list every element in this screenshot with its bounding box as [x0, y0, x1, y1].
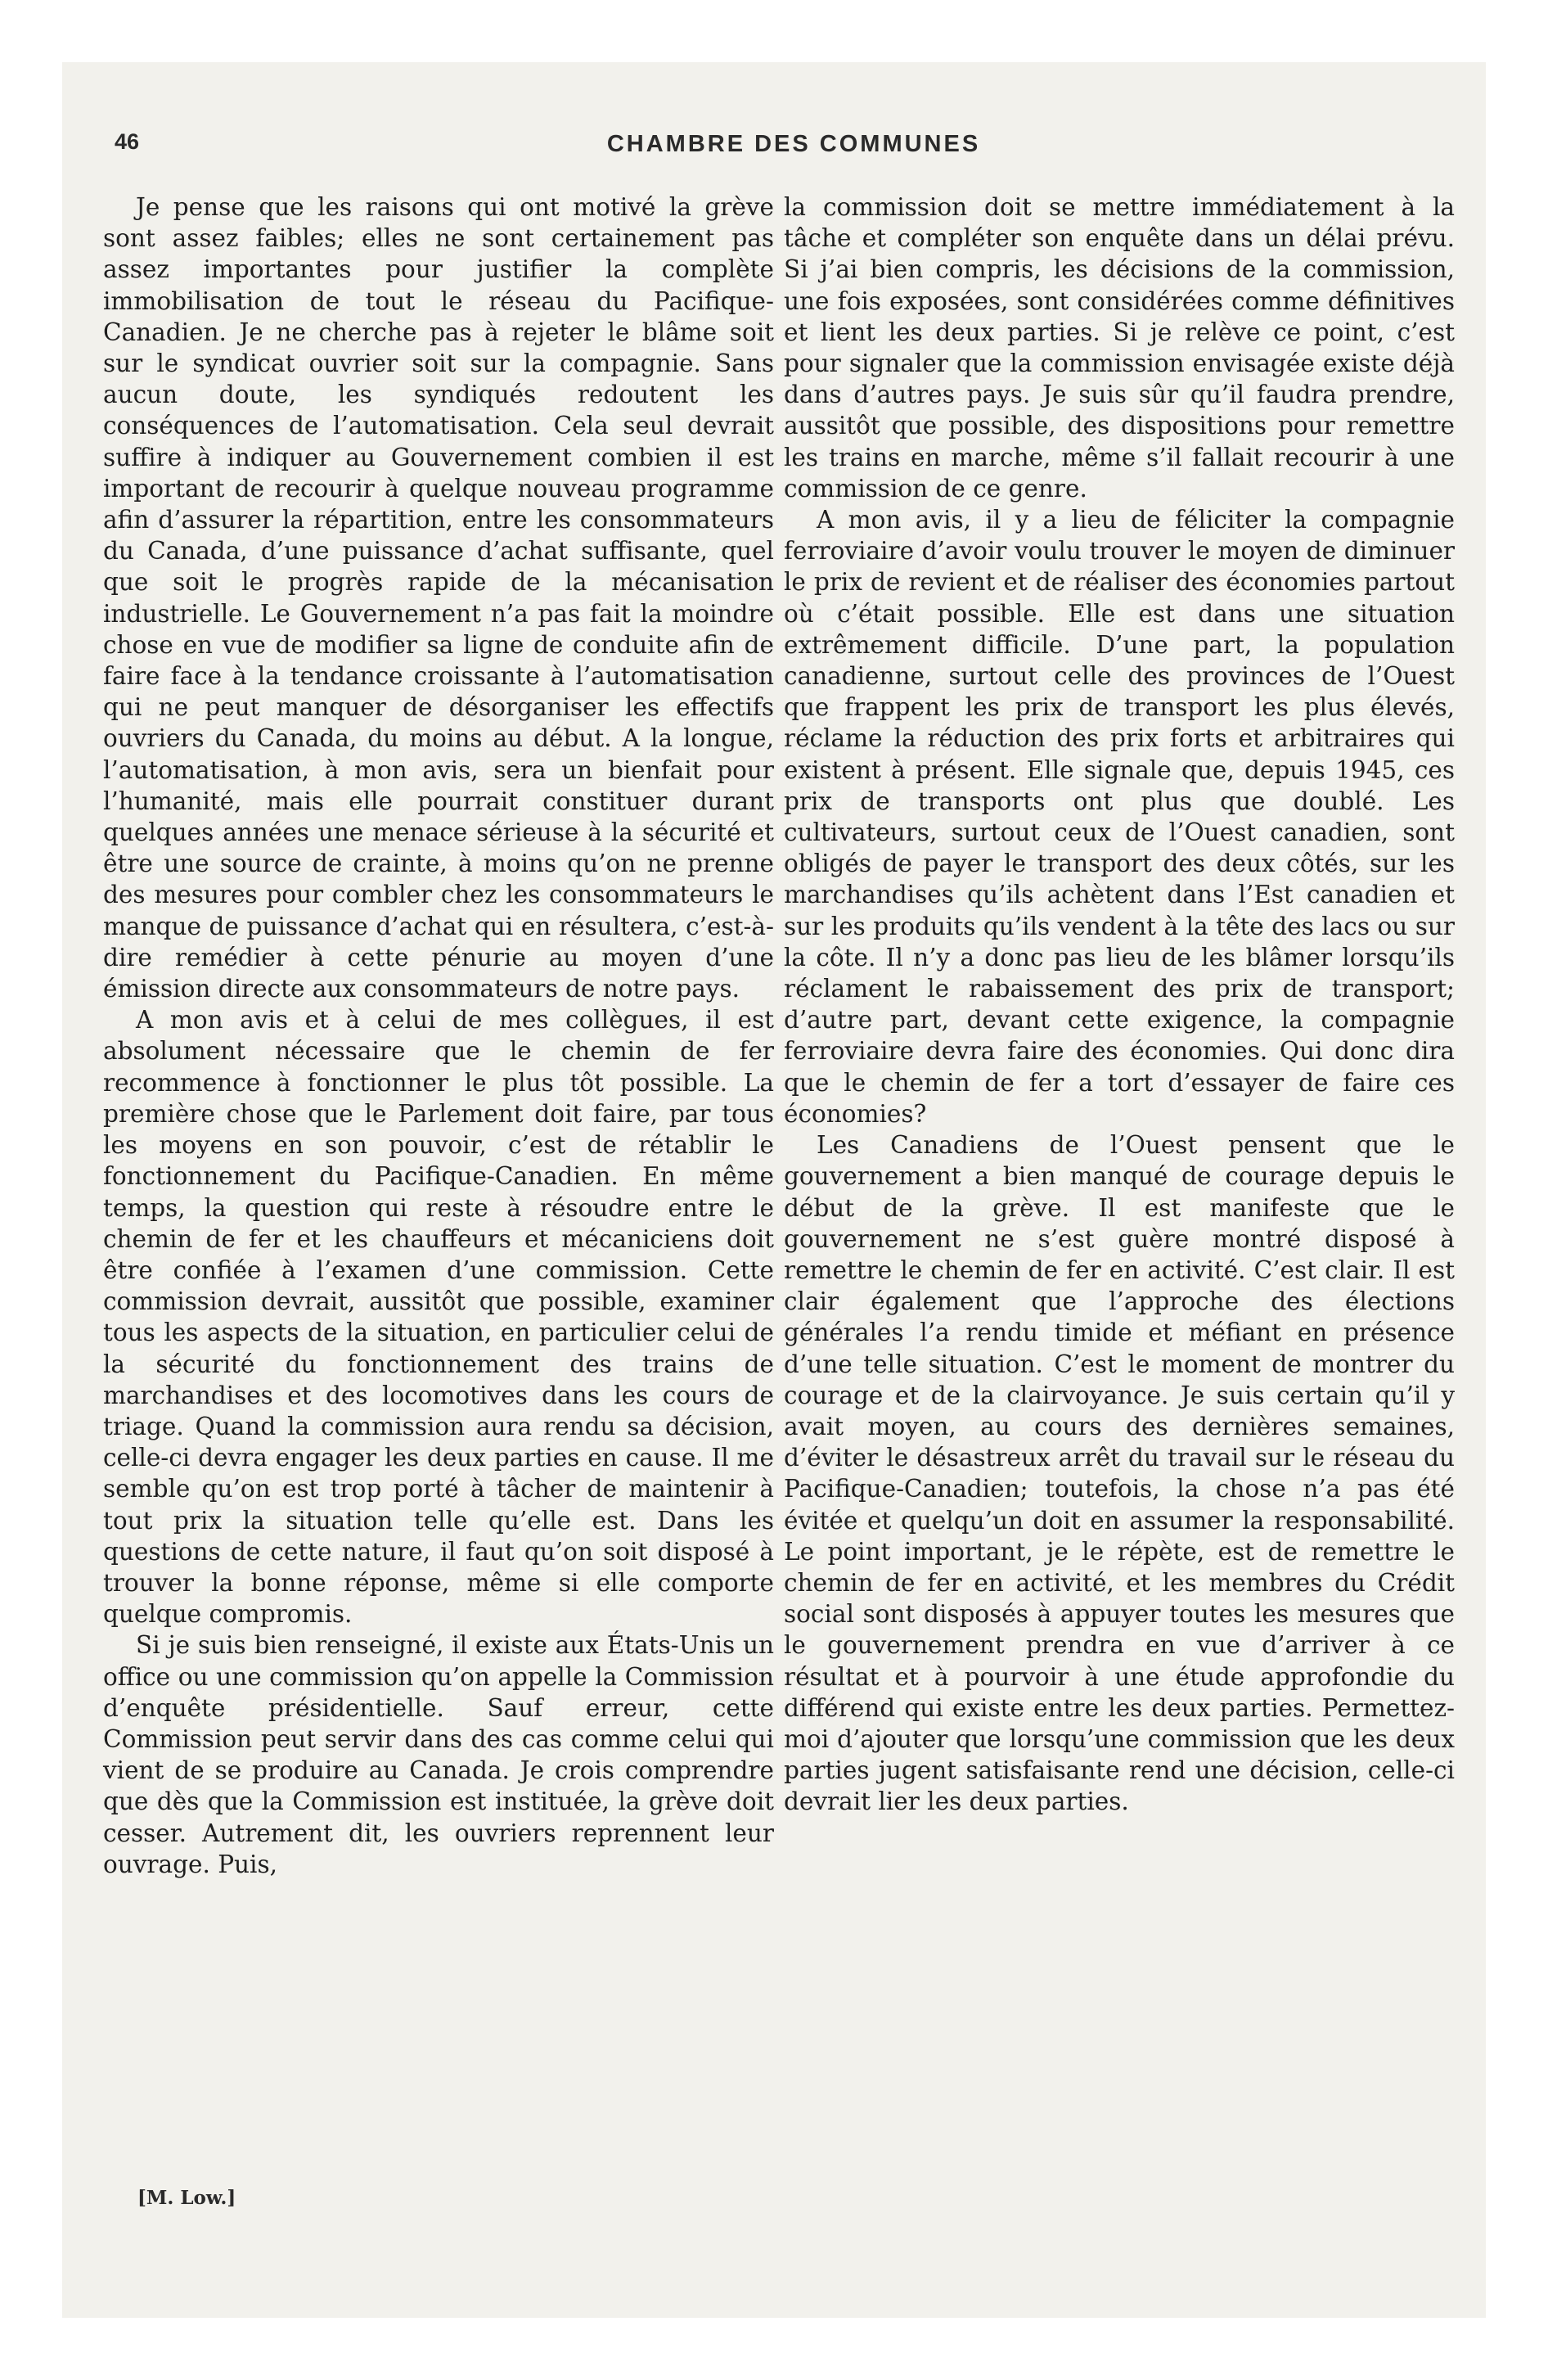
running-head: CHAMBRE DES COMMUNES [606, 131, 981, 157]
speaker-attribution: [M. Low.] [137, 2187, 236, 2209]
paragraph: A mon avis, il y a lieu de féliciter la compagnie ferroviaire d’avoir voulu trouver le moyen de diminuer le prix de revient et de réaliser des économies partout où c’était possible. Elle est dans une situation extrêmement difficile. D’une part, la population canadienne, surtout celle des provinces de l’Ouest que frappent les prix de transport les plus élevés, réclame la réduction des prix forts et arbitraires qui existent à présent. Elle signale que, depuis 1945, ces prix de transports ont plus que doublé. Les cultivateurs, surtout ceux de l’Ouest canadien, sont obligés de payer le transport des deux côtés, sur les marchandises qu’ils achètent dans l’Est canadien et sur les produits qu’ils vendent à la tête des lacs ou sur la côte. Il n’y a donc pas lieu de les blâmer lorsqu’ils réclament le rabaissement des prix de transport; d’autre part, devant cette exigence, la compagnie ferroviaire devra faire des économies. Qui donc dira que le chemin de fer a tort d’essayer de faire ces économies? [784, 506, 1455, 1128]
right-column [784, 192, 1455, 1818]
page-number: 46 [115, 129, 140, 154]
paragraph-continuation: la commission doit se mettre immédiatement à la tâche et compléter son enquête dans un délai prévu. Si j’ai bien compris, les décisions de la commission, une fois exposées, sont considérées comme définitives et lient les deux parties. Si je relève ce point, c’est pour signaler que la commission envisagée existe déjà dans d’autres pays. Je suis sûr qu’il faudra prendre, aussitôt que possible, des dispositions pour remettre les trains en marche, même s’il fallait recourir à une commission de ce genre. [784, 193, 1455, 503]
paragraph: Les Canadiens de l’Ouest pensent que le gouvernement a bien manqué de courage depuis le début de la grève. Il est manifeste que le gouvernement ne s’est guère montré disposé à remettre le chemin de fer en activité. C’est clair. Il est clair également que l’approche des élections générales l’a rendu timide et méfiant en présence d’une telle situation. C’est le moment de montrer du courage et de la clairvoyance. Je suis certain qu’il y avait moyen, au cours des dernières semaines, d’éviter le désastreux arrêt du travail sur le réseau du Pacifique-Canadien; toutefois, la chose n’a pas été évitée et quelqu’un doit en assumer la responsabilité. Le point important, je le répète, est de remettre le chemin de fer en activité, et les membres du Crédit social sont disposés à appuyer toutes les mesures que le gouvernement prendra en vue d’arriver à ce résultat et à pourvoir à une étude approfondie du différend qui existe entre les deux parties. Permettez-moi d’ajouter que lorsqu’une commission que les deux parties jugent satisfaisante rend une décision, celle-ci devrait lier les deux parties. [784, 1131, 1455, 1816]
paragraph: Je pense que les raisons qui ont motivé la grève sont assez faibles; elles ne sont certainement pas assez importantes pour justifier la complète immobilisation de tout le réseau du Pacifique-Canadien. Je ne cherche pas à rejeter le blâme soit sur le syndicat ouvrier soit sur la compagnie. Sans aucun doute, les syndiqués redoutent les conséquences de l’automatisation. Cela seul devrait suffire à indiquer au Gouvernement combien il est important de recourir à quelque nouveau programme afin d’assurer la répartition, entre les consommateurs du Canada, d’une puissance d’achat suffisante, quel que soit le progrès rapide de la mécanisation industrielle. Le Gouvernement n’a pas fait la moindre chose en vue de modifier sa ligne de conduite afin de faire face à la tendance croissante à l’automatisation qui ne peut manquer de désorganiser les effectifs ouvriers du Canada, du moins au début. A la longue, l’automatisation, à mon avis, sera un bienfait pour l’humanité, mais elle pourrait constituer durant quelques années une menace sérieuse à la sécurité et être une source de crainte, à moins qu’on ne prenne des mesures pour combler chez les consommateurs le manque de puissance d’achat qui en résultera, c’est-à-dire remédier à cette pénurie au moyen d’une émission directe aux consommateurs de notre pays. [103, 193, 774, 1003]
paragraph: Si je suis bien renseigné, il existe aux États-Unis un office ou une commission qu’on appelle la Commission d’enquête présidentielle. Sauf erreur, cette Commission peut servir dans des cas comme celui qui vient de se produire au Canada. Je crois comprendre que dès que la Commission est instituée, la grève doit cesser. Autrement dit, les ouvriers reprennent leur ouvrage. Puis, [103, 1631, 774, 1878]
paragraph: A mon avis et à celui de mes collègues, il est absolument nécessaire que le chemin de fer recommence à fonctionner le plus tôt possible. La première chose que le Parlement doit faire, par tous les moyens en son pouvoir, c’est de rétablir le fonctionnement du Pacifique-Canadien. En même temps, la question qui reste à résoudre entre le chemin de fer et les chauffeurs et mécaniciens doit être confiée à l’examen d’une commission. Cette commission devrait, aussitôt que possible, examiner tous les aspects de la situation, en particulier celui de la sécurité du fonctionnement des trains de marchandises et des locomotives dans les cours de triage. Quand la commission aura rendu sa décision, celle-ci devra engager les deux parties en cause. Il me semble qu’on est trop porté à tâcher de maintenir à tout prix la situation telle qu’elle est. Dans les questions de cette nature, il faut qu’on soit disposé à trouver la bonne réponse, même si elle comporte quelque compromis. [103, 1006, 774, 1629]
left-column [103, 192, 774, 1880]
